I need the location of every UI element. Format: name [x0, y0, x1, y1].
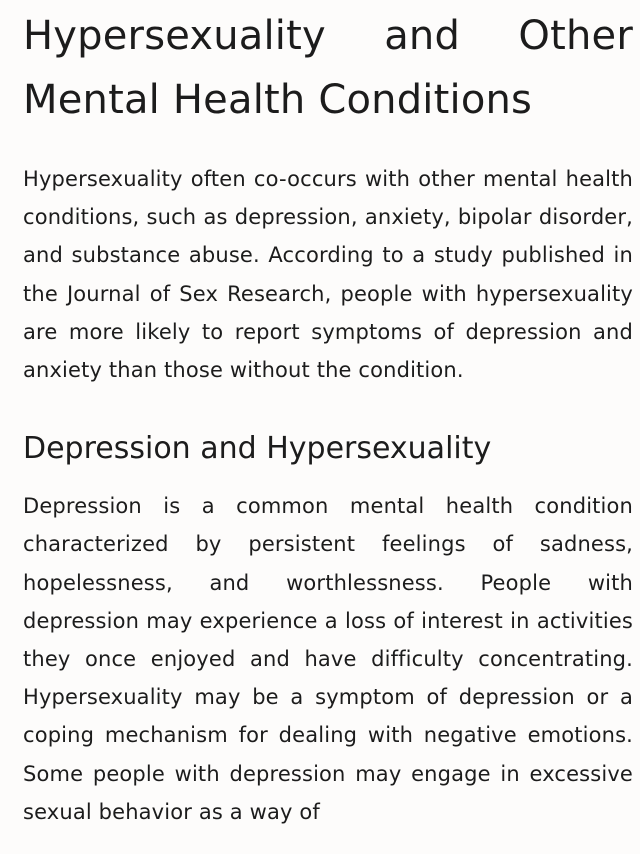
- intro-paragraph: Hypersexuality often co-occurs with other mental health conditions, such as depression, anxiety, bipolar disorder, and substance abuse. According to a study published in the Journal of Sex Research, people with hypersexuality are more likely to report symptoms of depression and anxiety than those without the condition.: [23, 167, 633, 383]
- section-title: [23, 0, 633, 132]
- depression-heading: Depression and Hypersexuality: [23, 431, 492, 467]
- section-title-line-2: Mental Health Conditions: [23, 77, 533, 123]
- depression-paragraph: Depression is a common mental health condition characterized by persistent feelings of sadness, hopelessness, and worthlessness. People with depression may experience a loss of interest in activities they once enjoyed and have difficulty concentrating. Hypersexuality may be a symptom of depression or a coping mechanism for dealing with negative emotions. Some people with depression may engage in excessive sexual behavior as a way of: [23, 494, 633, 824]
- article: [23, 0, 633, 831]
- section-title-line-1: Hypersexuality and Other: [23, 13, 633, 59]
